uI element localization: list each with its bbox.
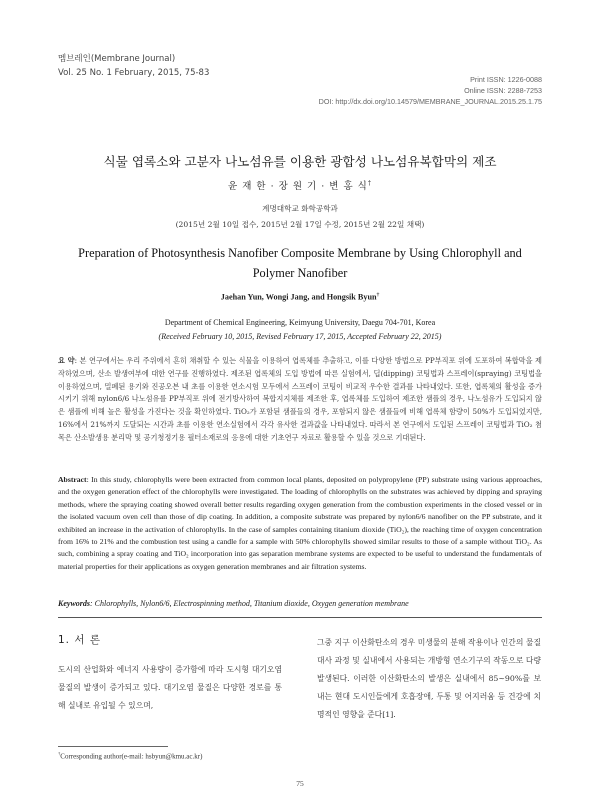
authors-english-names: Jaehan Yun, Wongi Jang, and Hongsik Byun [220,292,377,302]
abstract-korean-text: : 본 연구에서는 우리 주위에서 흔히 채취할 수 있는 식물을 이용하여 엽록체를 추출하고, 이를 다양한 방법으로 PP부직포 위에 도포하여 복합막을 제작하였으며, 산소 발생여부에 대한 연구를 진행하였다. 제조된 엽록체의 도입 방법에 따른 실험에서, 딥(dipping) 코팅법과 스프레이(spraying) 코팅법을 이용하였으며, 밀폐된 용기와 진공오븐 내 초를 이용한 연소시험 모두에서 스프레이 코팅이 비교적 우수한 결과를 나타내었다. 또한, 엽록체의 활성을 증가시키기 위해 nylon6/6 나노섬유를 PP부직포 위에 전기방사하여 복합지지체를 제조한 후, 엽록체를 도입하여 제조한 샘플의 경우, 나노섬유가 도입되지 않은 샘플에 비해 높은 활성을 가진다는 것을 확인하였다. TiO₂가 포함된 샘플들의 경우, 포함되지 않은 샘플들에 비해 엽록체 함량이 50%가 도입되었지만, 16%에서 21%까지 도달되는 시간과 초를 이용한 연소실험에서 각각 유사한 결과값을 나타내었다. 따라서 본 연구에서 도입된 스프레이 코팅법과 TiO₂ 첨목은 산소발생용 분리막 및 공기청정기용 필터소재로의 응용에 대한 기초연구 자료로 활용할 수 있을 것으로 기대된다. [58,356,543,442]
intro-left-column: 도시의 산업화와 에너지 사용량이 증가함에 따라 도시형 대기오염 물질의 발생이 증가되고 있다. 대기오염 물질은 다양한 경로를 통해 실내로 유입될 수 있으며, [58,665,282,710]
affiliation-korean: 계명대학교 화학공학과 [262,204,338,213]
page-number: 75 [296,779,304,788]
abstract-english [58,474,542,573]
online-issn: Online ISSN: 2288-7253 [464,86,542,95]
journal-name: 멤브레인(Membrane Journal) [58,54,176,64]
abstract-english-label: Abstract [58,475,87,484]
keywords-text: : Chlorophylls, Nylon6/6, Electrospinning method, Titanium dioxide, Oxygen generation membrane [90,599,409,608]
keywords [58,599,542,608]
doi-link[interactable]: DOI: http://dx.doi.org/10.14579/MEMBRANE_JOURNAL.2015.25.1.75 [318,97,542,106]
abstract-english-text: : In this study, chlorophylls were been extracted from common local plants, deposited on polypropylene (PP) substrate using various approaches, and the oxygen generation effect of the chlorophylls were investigated. The loading of chlorophylls on the substrates was achieved by dipping and spraying methods, where the spraying coating showed overall better results regarding oxygen generation from the combustion experiments in the closed vessel or in the isolated vacuum oven cell than those of dip coating. In addition, a composite substrate was prepared by nylon6/6 nanofiber on the PP substrate, and it exhibited an increase in the activation of chlorophylls. In the case of samples containing titanium dioxide (TiO₂), the reaching time of oxygen concentration from 16% to 21% and the combustion test using a candle for a sample with 50% chlorophylls showed similar results to those of a sample without TiO₂. As such, combining a spray coating and TiO₂ incorporation into gas separation membrane systems are expected to be useful to understand the fundamentals of material properties for their applications as oxygen generation membranes and air filtration systems. [58,475,542,571]
keywords-divider [58,617,542,618]
footnote-text: Corresponding author(e-mail: hsbyun@kmu.ac.kr) [60,752,203,761]
keywords-label: Keywords [58,599,90,608]
footnote-divider [58,746,168,747]
authors-korean [58,178,542,192]
footnote [58,751,202,760]
title-english: Preparation of Photosynthesis Nanofiber Composite Membrane by Using Chlorophyll and Polymer Nanofiber [78,246,522,280]
title-korean: 식물 엽록소와 고분자 나노섬유를 이용한 광합성 나노섬유복합막의 제조 [103,154,497,169]
journal-volume-info: Vol. 25 No. 1 February, 2015, 75-83 [58,68,210,78]
affiliation-english: Department of Chemical Engineering, Keimyung University, Daegu 704-701, Korea [164,318,436,327]
footnote-mark: † [58,751,61,756]
authors-english [58,292,542,302]
abstract-korean-label: 요 약 [58,356,75,365]
intro-right-column: 그중 지구 이산화탄소의 경우 미생물의 분해 작용이나 인간의 물질 대사 과정 및 실내에서 사용되는 개방형 연소기구의 작동으로 다량 발생된다. 이러한 이산화탄소의 발생은 실내에서 85~90%를 보내는 현대 도시인들에게 호흡장애, 두통 및 어지러움 등 건강에 치명적인 영향을 준다[1]. [317,638,541,719]
corresponding-mark-en: † [376,292,380,298]
print-issn: Print ISSN: 1226-0088 [470,75,542,84]
dates-english: (Received February 10, 2015, Revised February 17, 2015, Accepted February 22, 2015) [158,332,442,341]
authors-korean-names: 윤 재 한 · 장 원 기 · 변 홍 식 [228,181,368,192]
corresponding-mark: † [367,179,372,187]
dates-korean: (2015년 2월 10일 접수, 2015년 2월 17일 수정, 2015년 2월 22일 채택) [175,220,425,229]
section-heading-introduction: 1. 서 론 [58,634,101,646]
abstract-korean [58,355,542,445]
